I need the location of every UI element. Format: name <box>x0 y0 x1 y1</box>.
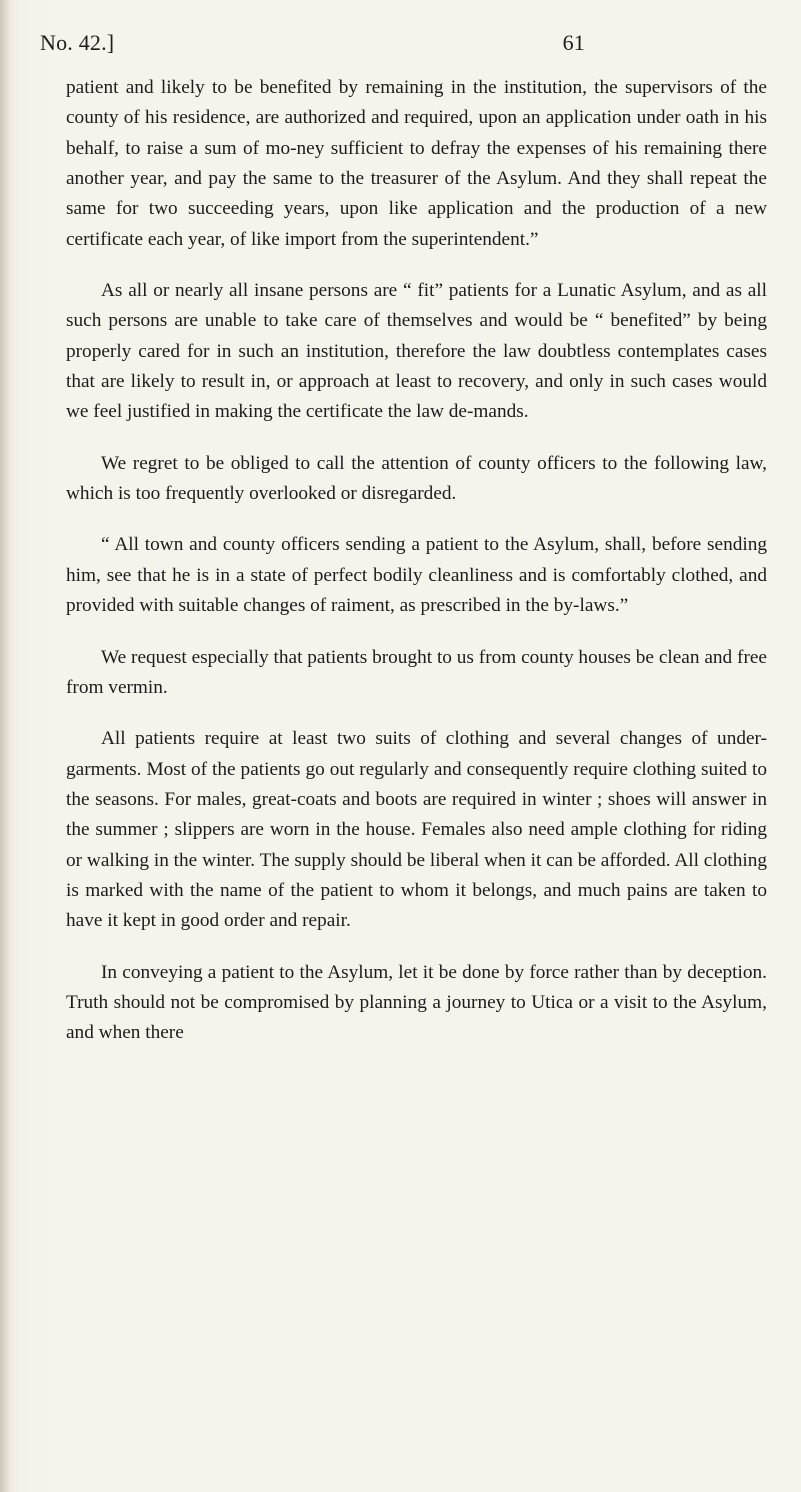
paragraph: In conveying a patient to the Asylum, let it be done by force rather than by deception. Truth should not be compromised by planning a journey to Utica or a visit to the Asylum, and when there <box>66 961 767 1044</box>
binding-gutter <box>0 0 10 1492</box>
running-header <box>40 28 767 58</box>
paragraph: “ All town and county officers sending a patient to the Asylum, shall, before sending him, see that he is in a state of perfect bodily cleanliness and is comfortably clothed, and provided with suitable changes of raiment, as prescribed in the by-laws.” <box>66 534 767 617</box>
paragraph: As all or nearly all insane persons are “ fit” patients for a Lunatic Asylum, and as all such persons are unable to take care of themselves and would be “ benefited” by being properly cared for in such an institution, therefore the law doubtless contemplates cases that are likely to result in, or approach at least to recovery, and only in such cases would we feel justified in making the certificate the law de-mands. <box>66 280 767 423</box>
document-number: No. 42.] <box>40 30 115 55</box>
page-number: 61 <box>562 30 585 55</box>
paragraph: patient and likely to be benefited by remaining in the institution, the supervisors of the county of his residence, are authorized and required, upon an application under oath in his behalf, to raise a sum of mo-ney sufficient to defray the expenses of his remaining there another year, and pay the same to the treasurer of the Asylum. And they shall repeat the same for two succeeding years, upon like application and the production of a new certificate each year, of like import from the superintendent.” <box>66 77 767 250</box>
paragraph: We regret to be obliged to call the attention of county officers to the following law, which is too frequently overlooked or disregarded. <box>66 452 767 505</box>
paragraph: We request especially that patients brought to us from county houses be clean and free from vermin. <box>66 646 767 698</box>
body-text <box>66 73 767 1049</box>
paragraph: All patients require at least two suits of clothing and several changes of under-garments. Most of the patients go out regularly and consequently require clothing suited to the seasons. For males, great-coats and boots are required in winter ; shoes will answer in the summer ; slippers are worn in the house. Females also need ample clothing for riding or walking in the winter. The supply should be liberal when it can be afforded. All clothing is marked with the name of the patient to whom it belongs, and much pains are taken to have it kept in good order and repair. <box>66 728 767 932</box>
